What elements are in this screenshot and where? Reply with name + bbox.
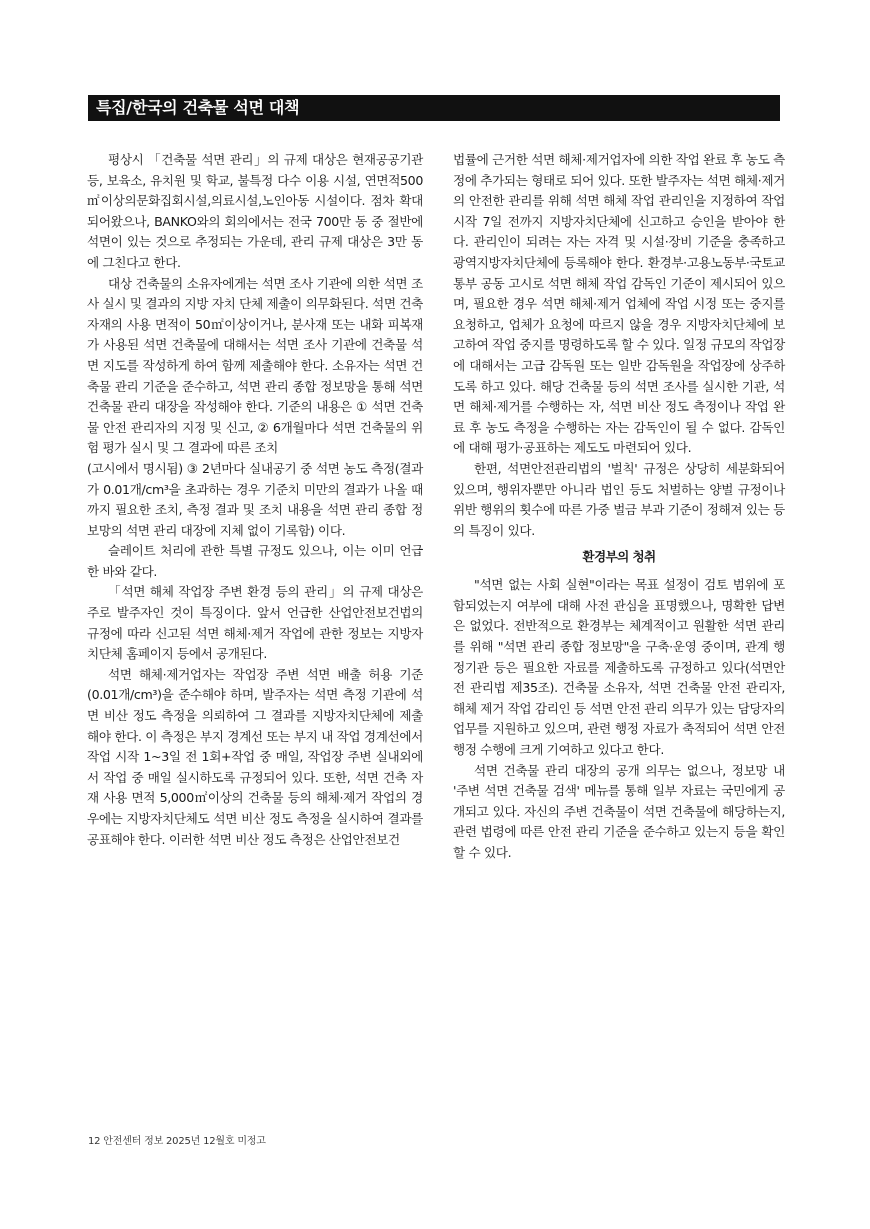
right-column: [453, 150, 785, 864]
paragraph: 슬레이트 처리에 관한 특별 규정도 있으나, 이는 이미 언급한 바와 같다.: [87, 543, 423, 579]
paragraph: 평상시 「건축물 석면 관리」의 규제 대상은 현재공공기관 등, 보육소, 유치원 및 학교, 불특정 다수 이용 시설, 연면적500㎡이상의문화집회시설,의료시설,노인아동 시설이다. 점차 확대되어왔으나, BANKO와의 회의에서는 전국 700만 동 중 절반에 석면이 있는 것으로 추정되는 가운데, 관리 규제 대상은 3만 동에 그친다고 한다.: [87, 152, 423, 270]
paragraph: (고시에서 명시됨) ③ 2년마다 실내공기 중 석면 농도 측정(결과가 0.01개/cm³을 초과하는 경우 기준치 미만의 결과가 나올 때까지 필요한 조치, 측정 결과 및 조치 내용을 석면 관리 종합 정보망의 석면 관리 대장에 지체 없이 기록함) 이다.: [87, 460, 423, 538]
section-title: 특집/한국의 건축물 석면 대책: [96, 98, 300, 117]
paragraph: 한편, 석면안전관리법의 '벌칙' 규정은 상당히 세분화되어 있으며, 행위자뿐만 아니라 법인 등도 처벌하는 양벌 규정이나 위반 행위의 횟수에 따른 가중 벌금 부과 기준이 정해져 있는 등의 특징이 있다.: [453, 460, 785, 538]
section-header-bar: [88, 95, 780, 121]
left-column: [87, 150, 423, 850]
paragraph: 법률에 근거한 석면 해체·제거업자에 의한 작업 완료 후 농도 측정에 추가되는 형태로 되어 있다. 또한 발주자는 석면 해체·제거의 안전한 관리를 위해 석면 해체 작업 관리인을 지정하여 작업 시작 7일 전까지 지방자치단체에 신고하고 승인을 받아야 한다. 관리인이 되려는 자는 자격 및 시설·장비 기준을 충족하고 광역지방자치단체에 등록해야 한다. 환경부·고용노동부·국토교통부 공동 고시로 석면 해체 작업 감독인 기준이 제시되어 있으며, 필요한 경우 석면 해체·제거 업체에 작업 시정 또는 중지를 요청하고, 업체가 요청에 따르지 않을 경우 지방자치단체에 보고하여 작업 중지를 명령하도록 할 수 있다. 일정 규모의 작업장에 대해서는 고급 감독원 또는 일반 감독원을 작업장에 상주하도록 하고 있다. 해당 건축물 등의 석면 조사를 실시한 기관, 석면 해체·제거를 수행하는 자, 석면 비산 정도 측정이나 작업 완료 후 농도 측정을 수행하는 자는 감독인이 될 수 없다. 감독인에 대해 평가·공표하는 제도도 마련되어 있다.: [453, 152, 785, 456]
paragraph: 대상 건축물의 소유자에게는 석면 조사 기관에 의한 석면 조사 실시 및 결과의 지방 자치 단체 제출이 의무화된다. 석면 건축 자재의 사용 면적이 50㎡이상이거나, 분사재 또는 내화 피복재가 사용된 석면 건축물에 대해서는 석면 조사 기관에 건축물 석면 지도를 작성하게 하여 함께 제출해야 한다. 소유자는 석면 건축물 관리 기준을 준수하고, 석면 관리 종합 정보망을 통해 석면 건축물 관리 대장을 작성해야 한다. 기준의 내용은 ① 석면 건축물 안전 관리자의 지정 및 신고, ② 6개월마다 석면 건축물의 위험 평가 실시 및 그 결과에 따른 조치: [87, 275, 423, 456]
section-heading: 환경부의 청취: [582, 549, 656, 565]
paragraph: 석면 해체·제거업자는 작업장 주변 석면 배출 허용 기준(0.01개/cm³)을 준수해야 하며, 발주자는 석면 측정 기관에 석면 비산 정도 측정을 의뢰하여 그 결과를 지방자치단체에 제출해야 한다. 이 측정은 부지 경계선 또는 부지 내 작업 경계선에서 작업 시작 1~3일 전 1회+작업 중 매일, 작업장 주변 실내외에서 작업 중 매일 실시하도록 규정되어 있다. 또한, 석면 건축 자재 사용 면적 5,000㎡이상의 건축물 등의 해체·제거 작업의 경우에는 지방자치단체도 석면 비산 정도 측정을 실시하여 결과를 공표해야 한다. 이러한 석면 비산 정도 측정은 산업안전보건: [87, 666, 423, 847]
paragraph: "석면 없는 사회 실현"이라는 목표 설정이 검토 범위에 포함되었는지 여부에 대해 사전 관심을 표명했으나, 명확한 답변은 없었다. 전반적으로 환경부는 체계적이고 원활한 석면 관리를 위해 "석면 관리 종합 정보망"을 구축·운영 중이며, 관계 행정기관 등은 필요한 자료를 제출하도록 규정하고 있다(석면안전 관리법 제35조). 건축물 소유자, 석면 건축물 안전 관리자, 해체 제거 작업 감리인 등 석면 안전 관리 의무가 있는 담당자의 업무를 지원하고 있으며, 관련 행정 자료가 축적되어 석면 안전 행정 수행에 크게 기여하고 있다고 한다.: [453, 577, 785, 758]
paragraph: 석면 건축물 관리 대장의 공개 의무는 없으나, 정보망 내 '주변 석면 건축물 검색' 메뉴를 통해 일부 자료는 국민에게 공개되고 있다. 자신의 주변 건축물이 석면 건축물에 해당하는지, 관련 법령에 따른 안전 관리 기준을 준수하고 있는지 등을 확인할 수 있다.: [453, 762, 785, 860]
page-footer: 12 안전센터 정보 2025년 12월호 미정고: [88, 1136, 266, 1147]
paragraph: 「석면 해체 작업장 주변 환경 등의 관리」의 규제 대상은 주로 발주자인 것이 특징이다. 앞서 언급한 산업안전보건법의 규정에 따라 신고된 석면 해체·제거 작업에 관한 정보는 지방자치단체 홈페이지 등에서 공개된다.: [87, 584, 423, 662]
